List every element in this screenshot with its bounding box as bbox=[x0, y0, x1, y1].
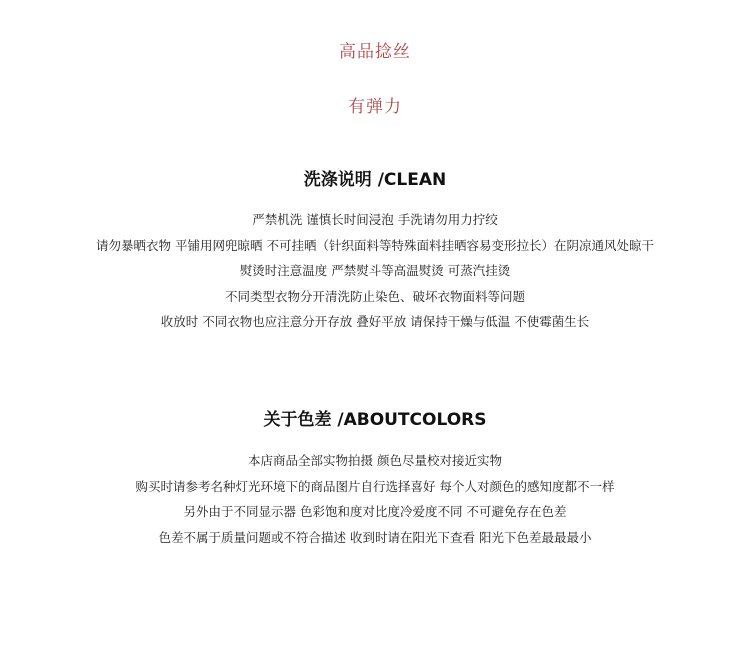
care-section-title: 洗涤说明 /CLEAN bbox=[303, 170, 447, 190]
color-line: 另外由于不同显示器 色彩饱和度对比度冷爱度不同 不可避免存在色差 bbox=[183, 504, 567, 519]
feature-label-elastic: 有弹力 bbox=[348, 97, 402, 117]
care-line: 熨烫时注意温度 严禁熨斗等高温熨烫 可蒸汽挂烫 bbox=[239, 263, 511, 278]
color-line: 购买时请参考名种灯光环境下的商品图片自行选择喜好 每个人对颜色的感知度都不一样 bbox=[135, 479, 615, 494]
color-line: 色差不属于质量问题或不符合描述 收到时请在阳光下查看 阳光下色差最最最小 bbox=[158, 530, 592, 545]
feature-label-twisted-silk: 高品捻丝 bbox=[339, 42, 411, 62]
care-line: 请勿暴晒衣物 平铺用网兜晾晒 不可挂晒（针织面料等特殊面料挂晒容易变形拉长）在阴凉通风处晾干 bbox=[96, 238, 654, 253]
care-line: 不同类型衣物分开清洗防止染色、破坏衣物面料等问题 bbox=[224, 289, 525, 304]
care-line: 严禁机洗 谨慎长时间浸泡 手洗请勿用力拧绞 bbox=[252, 212, 498, 227]
color-line: 本店商品全部实物拍摄 颜色尽量校对接近实物 bbox=[248, 453, 502, 468]
color-section-title: 关于色差 /ABOUTCOLORS bbox=[263, 410, 487, 430]
care-line: 收放时 不同衣物也应注意分开存放 叠好平放 请保持干燥与低温 不使霉菌生长 bbox=[160, 314, 590, 329]
